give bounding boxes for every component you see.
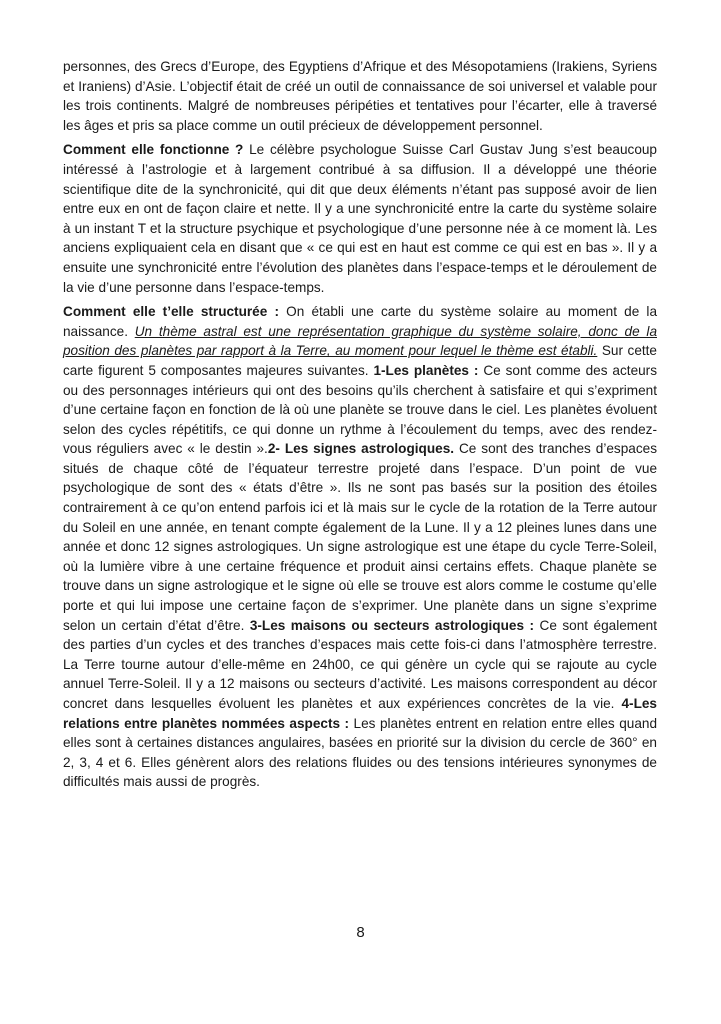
text-planets: Ce sont comme des acteurs ou des personnages intérieurs qui ont des besoins qu’ils cherchent à satisfaire et qui s’expriment d’une certaine façon en fonction de là où une planète se trouve dans le ciel. Les planètes évoluent selon des cycles répétitifs, ce qui donne un rythme à l’écoulement du temps, avec des rendez-vous réguliers avec « le destin ». <box>63 362 658 457</box>
paragraph-structure <box>63 302 657 792</box>
text-houses: Ce sont également des parties d’un cycles et des tranches d’espaces mais cette fois-ci dans l’atmosphère terrestre. La Terre tourne autour d’elle-même en 24h00, ce qui génère un cycle qui se rajoute au cycle annuel Terre-Soleil. Il y a 12 maisons ou secteurs d’activité. Les maisons correspondent au décor concret dans lesquelles évoluent les planètes et aux expériences concrètes de la vie. <box>63 617 657 711</box>
heading-how-it-works: Comment elle fonctionne ? <box>63 142 244 158</box>
label-aspects: 4-Les relations entre planètes nommées aspects : <box>63 696 657 731</box>
label-planets: 1-Les planètes : <box>373 362 479 378</box>
definition-birth-chart: Un thème astral est une représentation graphique du système solaire, donc de la position des planètes par rapport à la Terre, au moment pour lequel le thème est établi. <box>63 323 657 359</box>
paragraph-history: personnes, des Grecs d’Europe, des Egyptiens d’Afrique et des Mésopotamiens (Irakiens, Syriens et Iraniens) d’Asie. L’objectif était de créé un outil de connaissance de soi universel et valable pour les trois continents. Malgré de nombreuses péripéties et tentatives pour l’écarter, elle à traversé les âges et pris sa place comme un outil précieux de développement personnel. <box>63 59 657 133</box>
text-signs: Ce sont des tranches d’espaces situés de chaque côté de l’équateur terrestre projeté dans l’espace. D’un point de vue psychologique de sont des « états d’être ». Ils ne sont pas basés sur la position des étoiles contrairement à ce qu’on entend parfois ici et là mais sur le cycle de la rotation de la Terre autour du Soleil en une année, en tenant compte également de la Lune. Il y a 12 pleines lunes dans une année et donc 12 signes astrologiques. Un signe astrologique est une étape du cycle Terre-Soleil, où la lumière vibre à une certaine fréquence et produit ainsi certains effets. Chaque planète se trouve dans un signe astrologique et le signe où elle se trouve est alors comme le costume qu’elle porte et qui lui impose une certaine façon de s’exprimer. Une planète dans un signe s’exprime selon un certain d’état d’être. <box>63 441 657 633</box>
text-how-it-works: Le célèbre psychologue Suisse Carl Gustav Jung s’est beaucoup intéressé à l’astrologie et à largement contribué à sa diffusion. Il a développé une théorie scientifique dite de la synchronicité, qui dit que deux éléments n’étant pas supposé avoir de lien entre eux en ont de façon claire et nette. Il y a une synchronicité entre la carte du système solaire à un instant T et la structure psychique et psychologique d’une personne née à ce moment là. Les anciens expliquaient cela en disant que « ce qui est en haut est comme ce qui est en bas ». Il y a ensuite une synchronicité entre l’évolution des planètes dans l’espace-temps et le déroulement de la vie d’une personne dans l’espace-temps. <box>63 142 657 295</box>
text-aspects: Les planètes entrent en relation entre elles quand elles sont à certaines distances angulaires, basées en priorité sur la division du cercle de 360° en 2, 3, 4 et 6. Elles génèrent alors des relations fluides ou des tensions intérieures synonymes de difficultés mais aussi de progrès. <box>63 715 657 790</box>
body-text <box>63 57 657 797</box>
text-components: Sur cette carte figurent 5 composantes majeures suivantes. <box>63 343 657 378</box>
paragraph-how-it-works <box>63 140 657 297</box>
page-number: 8 <box>356 924 365 941</box>
text-structure-intro: On établi une carte du système solaire au moment de la naissance. <box>63 304 658 339</box>
label-signs: 2- Les signes astrologiques. <box>267 441 455 457</box>
label-houses: 3-Les maisons ou secteurs astrologiques : <box>249 617 535 633</box>
heading-structure: Comment elle t’elle structurée : <box>63 304 279 320</box>
